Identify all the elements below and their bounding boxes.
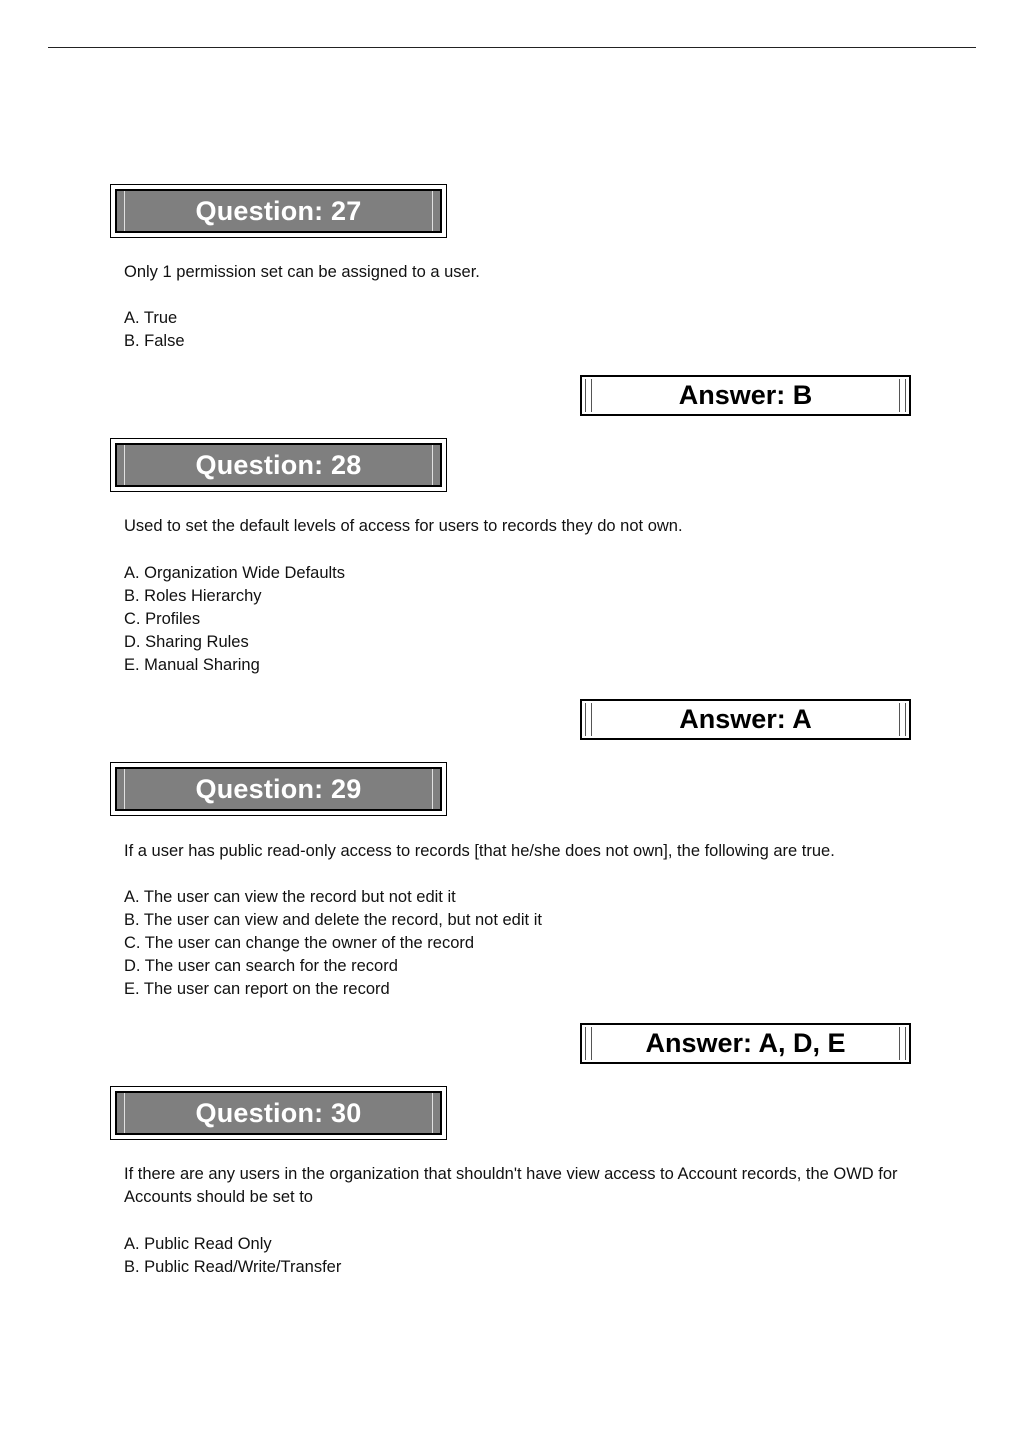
- answer-text: Answer: A: [679, 704, 812, 734]
- question-header: [110, 762, 447, 816]
- option-item: C. Profiles: [124, 610, 201, 628]
- option-item: B. Public Read/Write/Transfer: [124, 1258, 342, 1276]
- option-item: D. The user can search for the record: [124, 957, 398, 975]
- question-title: Question: 28: [195, 449, 362, 480]
- option-item: E. Manual Sharing: [124, 656, 260, 674]
- option-item: E. The user can report on the record: [124, 980, 390, 998]
- question-text: If there are any users in the organization that shouldn't have view access to Account records, the OWD for Accounts should be set to: [124, 1165, 898, 1206]
- option-item: B. Roles Hierarchy: [124, 587, 262, 605]
- question-title: Question: 30: [195, 1097, 362, 1128]
- question-header: [110, 438, 447, 492]
- option-item: A. True: [124, 309, 178, 327]
- option-item: A. Public Read Only: [124, 1235, 272, 1253]
- option-list: [124, 886, 542, 1001]
- answer-text: Answer: A, D, E: [645, 1028, 846, 1058]
- option-list: [124, 1233, 341, 1279]
- question-header: [110, 184, 447, 238]
- question-text: Used to set the default levels of access for users to records they do not own.: [124, 517, 683, 535]
- option-list: [124, 562, 345, 677]
- option-list: [124, 307, 185, 353]
- question-title: Question: 27: [195, 195, 362, 226]
- option-item: A. Organization Wide Defaults: [124, 564, 346, 582]
- option-item: D. Sharing Rules: [124, 633, 249, 651]
- question-text: Only 1 permission set can be assigned to a user.: [124, 263, 480, 281]
- question-header: [110, 1086, 447, 1140]
- answer-text: Answer: B: [678, 380, 813, 410]
- option-item: B. The user can view and delete the record, but not edit it: [124, 911, 542, 929]
- option-item: C. The user can change the owner of the record: [124, 934, 475, 952]
- answer-box: [580, 375, 911, 416]
- option-item: B. False: [124, 332, 185, 350]
- question-text: If a user has public read-only access to records [that he/she does not own], the following are true.: [124, 842, 835, 860]
- option-item: A. The user can view the record but not edit it: [124, 888, 456, 906]
- answer-box: [580, 699, 911, 740]
- top-divider: [48, 47, 976, 48]
- question-title: Question: 29: [195, 773, 362, 804]
- answer-box: [580, 1023, 911, 1064]
